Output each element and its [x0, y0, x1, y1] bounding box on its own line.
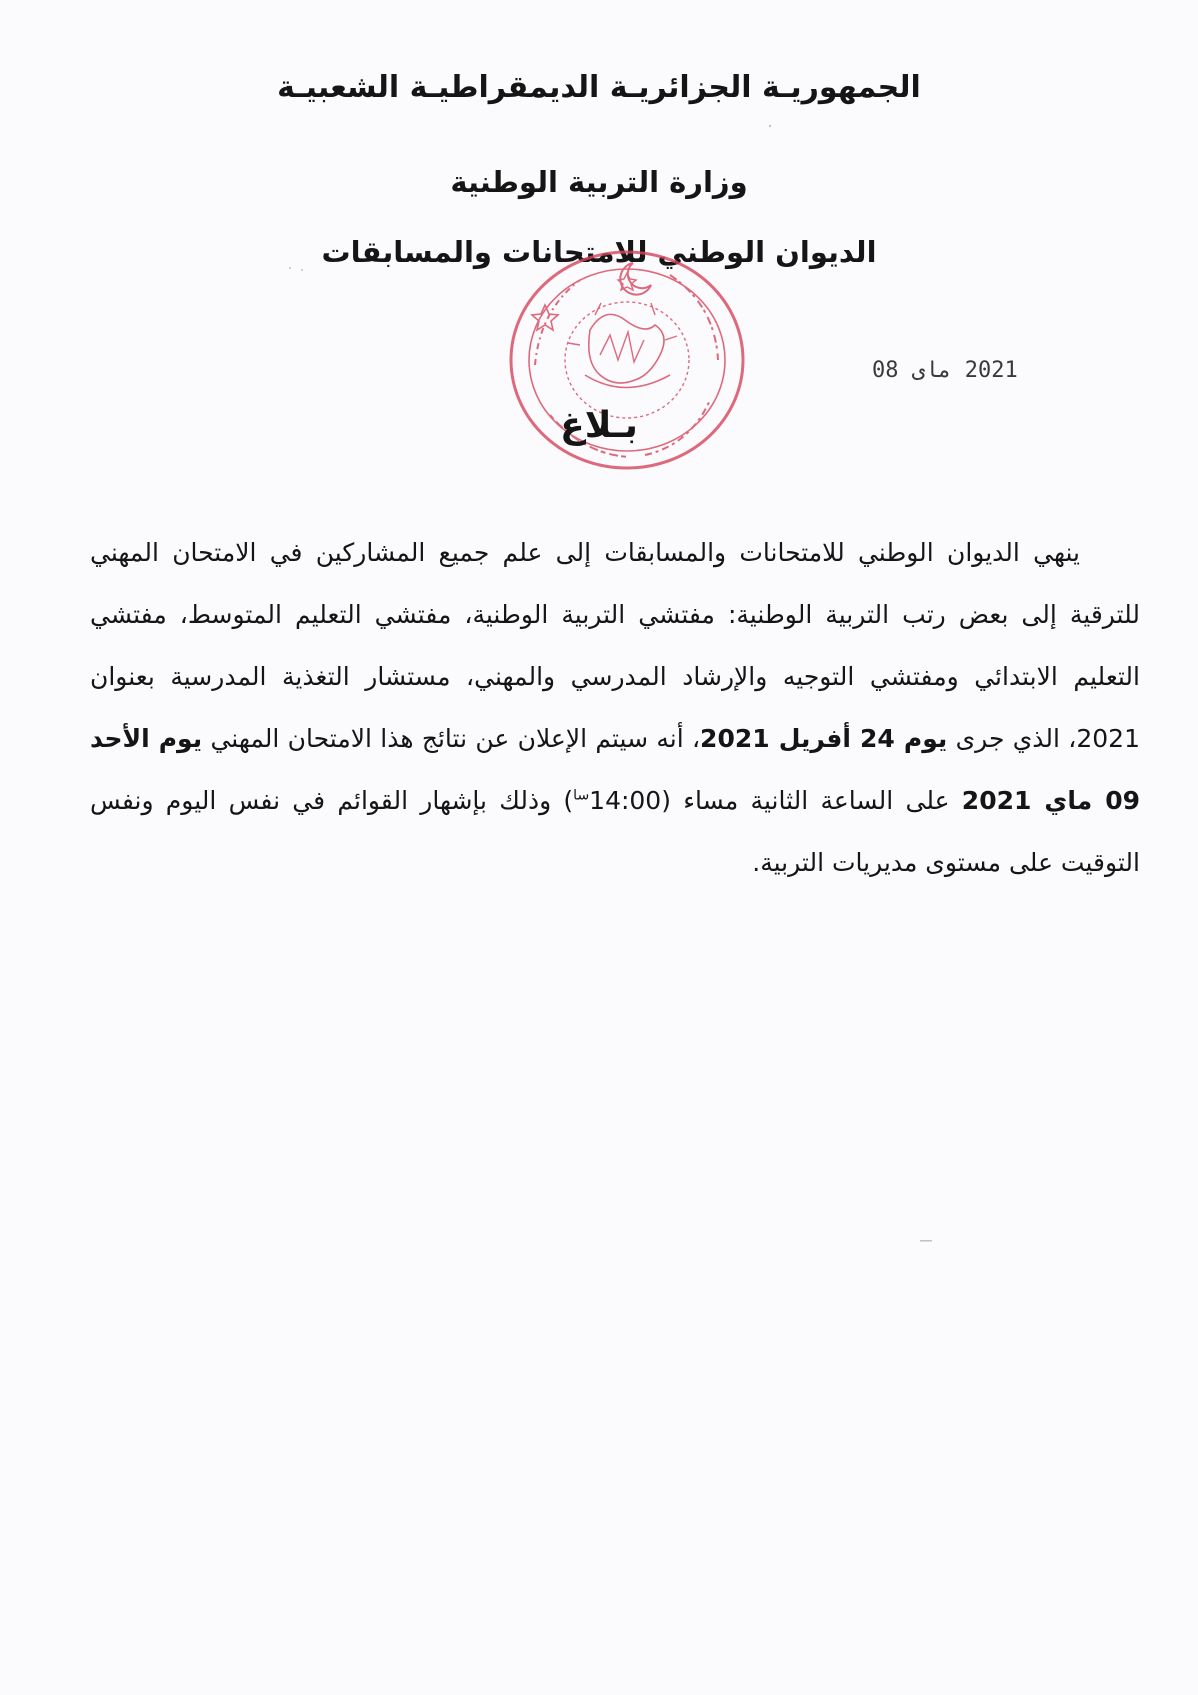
body-part-3: على الساعة الثانية مساء (14:00: [589, 786, 962, 815]
announcement-body: [90, 522, 1140, 894]
ministry-heading: وزارة التربية الوطنية: [450, 165, 748, 199]
announcement-title: بـلاغ: [560, 405, 638, 446]
hour-abbreviation: سا: [573, 787, 590, 804]
office-heading: الديوان الوطني للامتحانات والمسابقات: [321, 235, 877, 269]
document-date: 2021 ماى 08: [872, 358, 1018, 383]
body-part-2: ، أنه سيتم الإعلان عن نتائج هذا الامتحان المهني: [210, 724, 701, 753]
exam-date: يوم 24 أفريل 2021: [700, 724, 948, 753]
results-date: يوم الأحد 09 ماي 2021: [90, 724, 1140, 815]
body-part-1: ينهي الديوان الوطني للامتحانات والمسابقات إلى علم جميع المشاركين في الامتحان المهني للترقية إلى بعض رتب التربية الوطنية: مفتشي التربية الوطنية، مفتشي التعليم المتوسط، مفتشي التعليم الابتدائي ومفتشي التوجيه والإرشاد المدرسي والمهني، مستشار التغذية المدرسية بعنوان 2021، الذي جرى: [90, 538, 1140, 753]
republic-heading: الجمهوريـة الجزائريـة الديمقراطيـة الشعبيـة: [277, 70, 921, 105]
body-part-4: ) وذلك بإشهار القوائم في نفس اليوم ونفس التوقيت على مستوى مديريات التربية.: [90, 786, 1140, 877]
